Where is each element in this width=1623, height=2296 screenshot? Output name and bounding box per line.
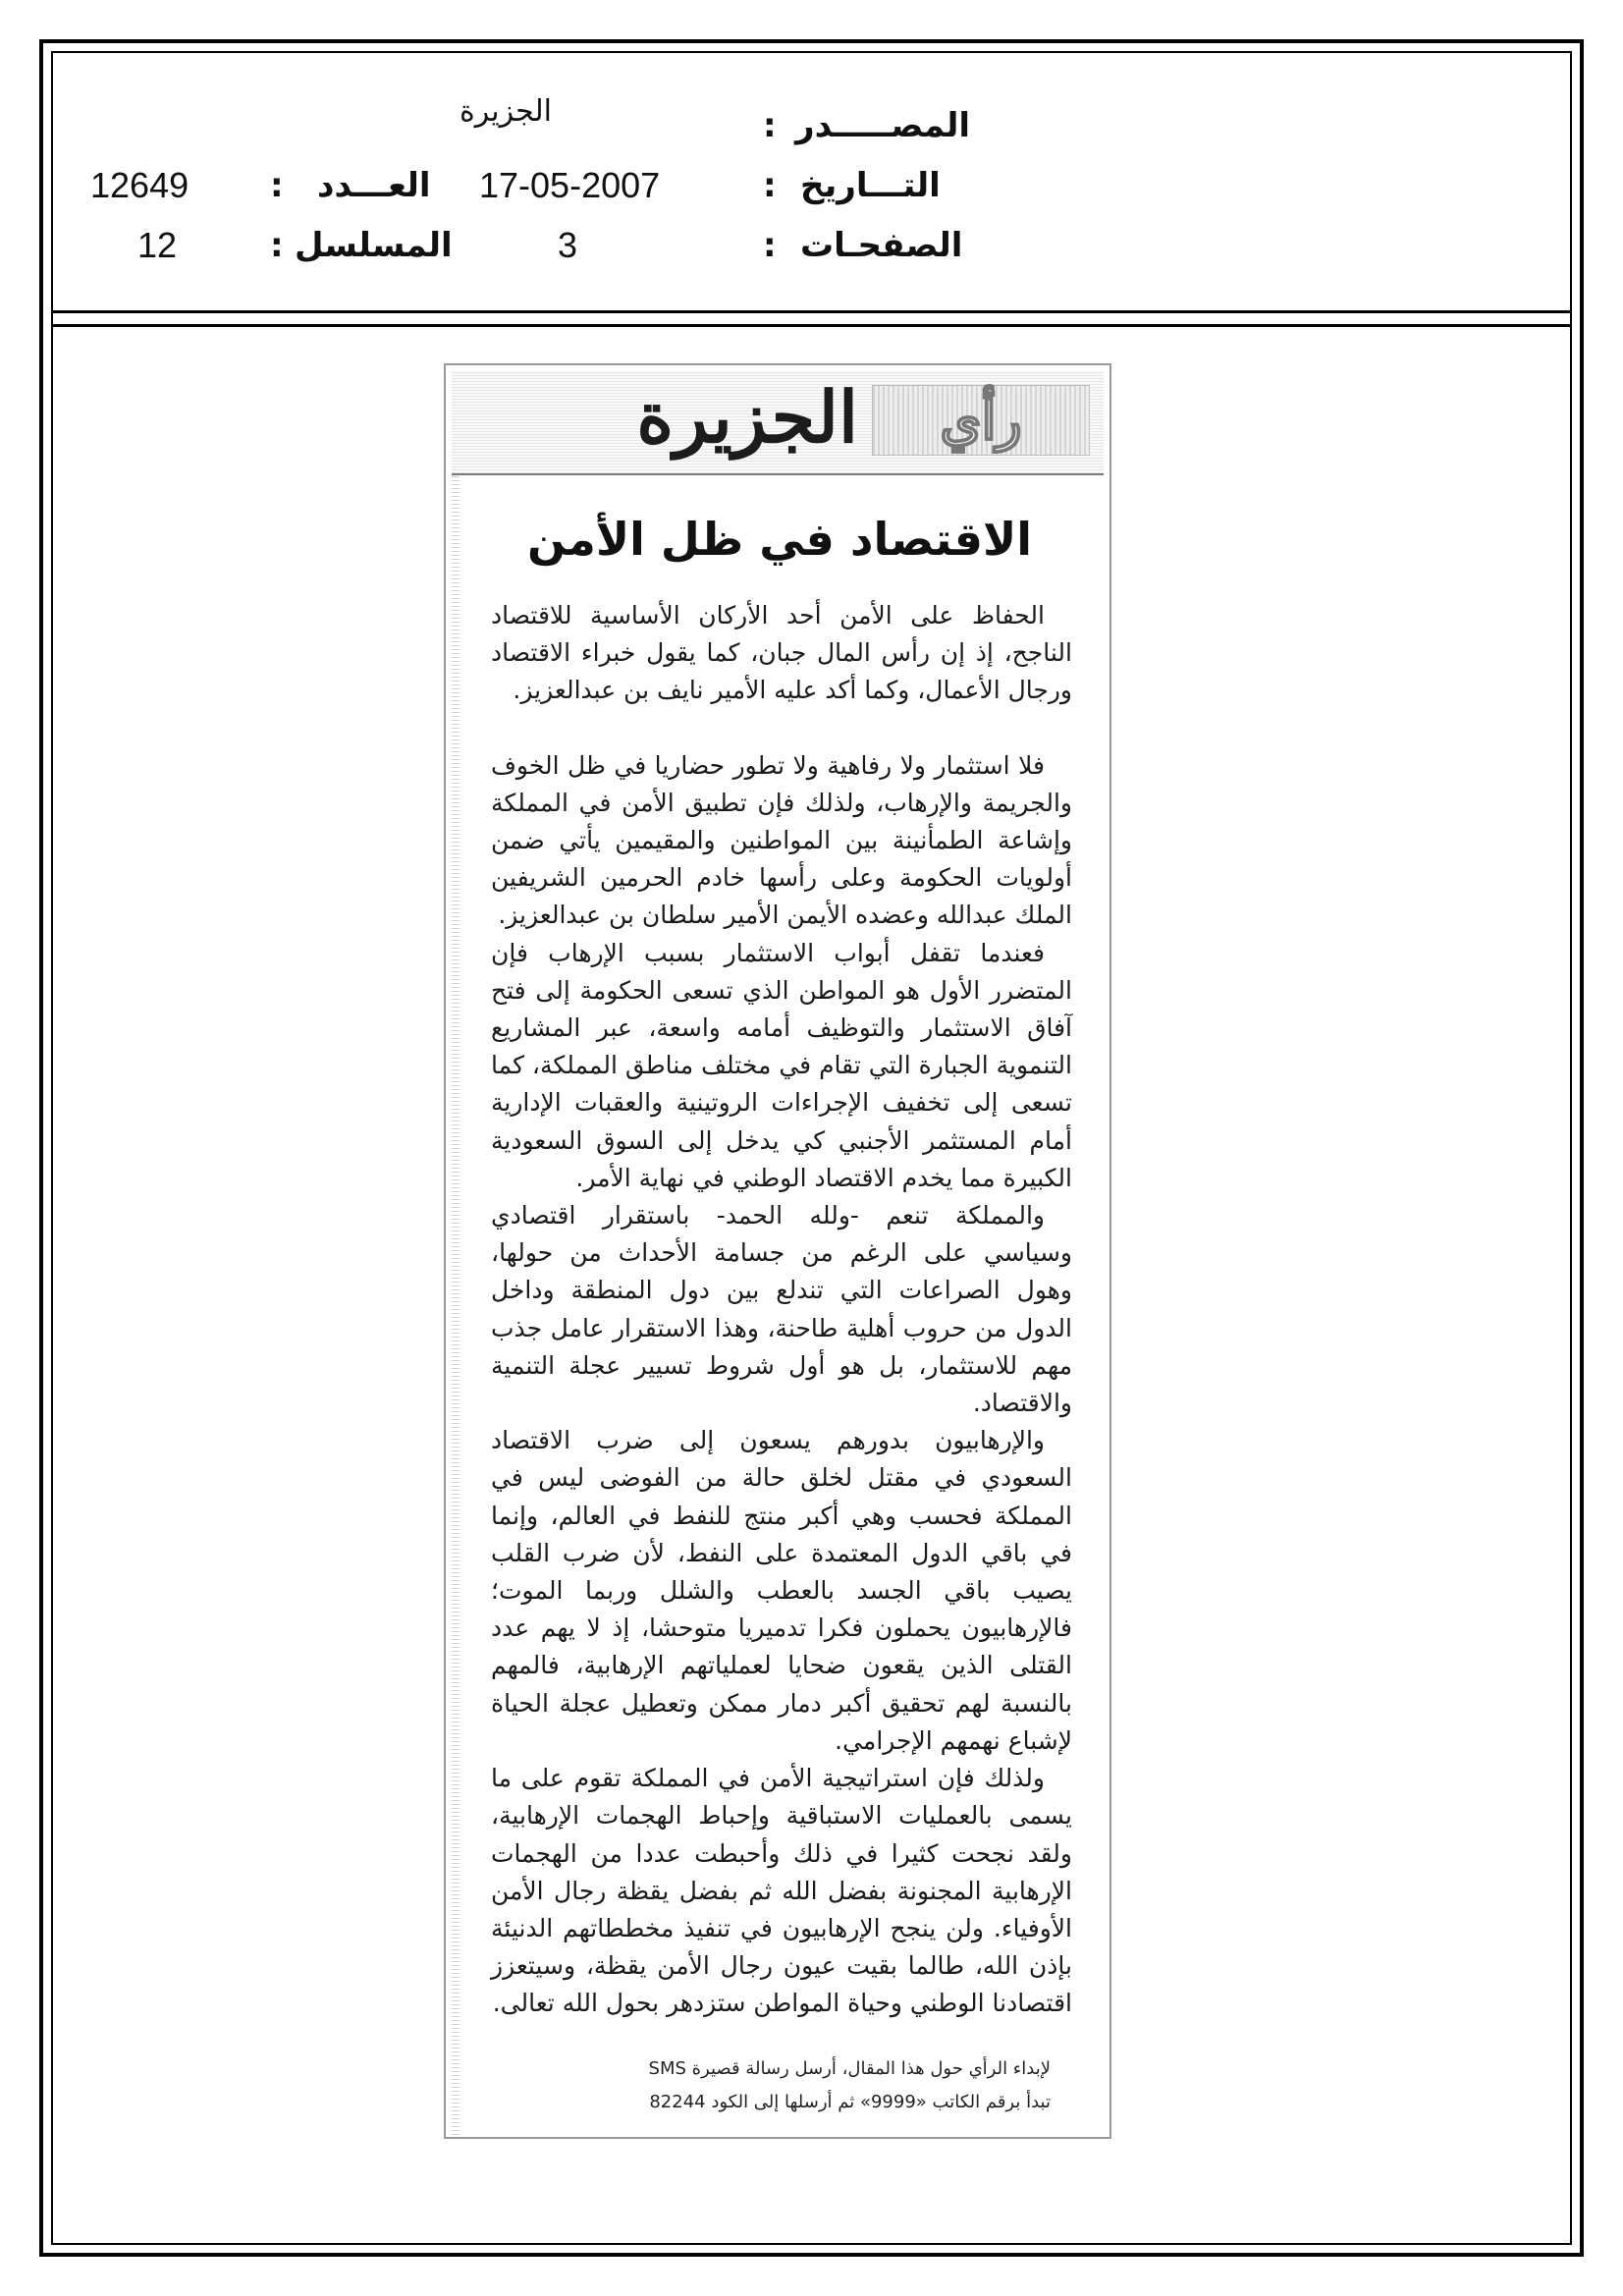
sms-feedback-note [501,2052,1051,2119]
source-colon: : [763,106,777,145]
article-paragraph: الحفاظ على الأمن أحد الأركان الأساسية للاقتصاد الناجح، إذ إن رأس المال جبان، كما يقول خبراء الاقتصاد ورجال الأعمال، وكما أكد عليه الأمير نايف بن عبدالعزيز. [491,601,1072,705]
serial-value: 12 [137,225,178,265]
clipping-side-border [452,475,460,2135]
source-value: الجزيرة [460,94,553,129]
masthead-opinion-logo [872,385,1090,456]
pages-colon: : [763,226,777,265]
date-value: 17-05-2007 [479,165,661,205]
masthead-opinion-text: رأي [940,389,1022,452]
issue-value: 12649 [90,165,189,205]
issue-colon: : [270,166,284,205]
date-colon: : [763,166,777,205]
date-label: التـــاريخ [800,166,941,205]
article-paragraph: ولذلك فإن استراتيجية الأمن في المملكة تقوم على ما يسمى بالعمليات الاستباقية وإحباط الهجمات الإرهابية، ولقد نجحت كثيرا في ذلك وأحبطت عددا من الهجمات الإرهابية المجنونة بفضل الله ثم بفضل يقظة رجال الأمن الأوفياء. ولن ينجح الإرهابيون في تنفيذ مخططاتهم الدنيئة بإذن الله، طالما بقيت عيون رجال الأمن يقظة، وسيتعزز اقتصادنا الوطني وحياة المواطن ستزدهر بحول الله تعالى. [491,1764,1072,2018]
sms-note-line-2: تبدأ برقم الكاتب «9999» ثم أرسلها إلى الكود 82244 [649,2092,1051,2112]
masthead-newspaper-name: الجزيرة [636,375,858,459]
article-paragraph: فعندما تقفل أبواب الاستثمار بسبب الإرهاب فإن المتضرر الأول هو المواطن الذي تسعى الحكومة إلى فتح آفاق الاستثمار والتوظيف أمامه واسعة، عبر المشاريع التنموية الجبارة التي تقام في مختلف مناطق المملكة، كما تسعى إلى تخفيف الإجراءات الروتينية والعقبات الإدارية أمام المستثمر الأجنبي كي يدخل إلى السوق السعودية الكبيرة مما يخدم الاقتصاد الوطني في نهاية الأمر. [491,938,1072,1192]
article-paragraph: والمملكة تنعم -ولله الحمد- باستقرار اقتصادي وسياسي على الرغم من جسامة الأحداث من حولها، وهول الصراعات التي تندلع بين دول المنطقة وداخل الدول من حروب أهلية طاحنة، وهذا الاستقرار عامل جذب مهم للاستثمار، بل هو أول شروط تسيير عجلة التنمية والاقتصاد. [491,1201,1072,1418]
pages-value: 3 [558,225,578,265]
header-divider-inner [51,324,1572,327]
header-divider [51,310,1572,313]
article-paragraph: فلا استثمار ولا رفاهية ولا تطور حضاريا في ظل الخوف والجريمة والإرهاب، ولذلك فإن تطبيق الأمن في المملكة وإشاعة الطمأنينة بين المواطنين والمقيمين يأتي ضمن أولويات الحكومة وعلى رأسها خادم الحرمين الشريفين الملك عبدالله وعضده الأيمن الأمير سلطان بن عبدالعزيز. [491,750,1072,930]
source-label: المصـــــدر [795,106,971,145]
serial-label: المسلسل [295,226,453,265]
article-paragraph: والإرهابيون بدورهم يسعون إلى ضرب الاقتصاد السعودي في مقتل لخلق حالة من الفوضى ليس في المملكة فحسب وهي أكبر منتج للنفط في العالم، وإنما في باقي الدول المعتمدة على النفط، لأن ضرب القلب يصيب باقي الجسد بالعطب والشلل وربما الموت؛ فالإرهابيون يحملون فكرا تدميريا متوحشا، إذ لا يهم عدد القتلى الذين يقعون ضحايا لعملياتهم الإرهابية، فالمهم بالنسبة لهم تحقيق أكبر دمار ممكن وتعطيل عجلة الحياة لإشباع نهمهم الإجرامي. [491,1426,1072,1755]
article-body [491,597,1072,2023]
clipping-masthead [452,371,1104,475]
article-headline: الاقتصاد في ظل الأمن [526,513,1033,566]
pages-label: الصفحـات [800,226,963,265]
serial-colon: : [270,226,284,265]
newspaper-clipping [444,363,1111,2139]
sms-note-line-1: لإبداء الرأي حول هذا المقال، أرسل رسالة قصيرة SMS [648,2058,1051,2079]
issue-label: العـــدد [317,166,431,205]
